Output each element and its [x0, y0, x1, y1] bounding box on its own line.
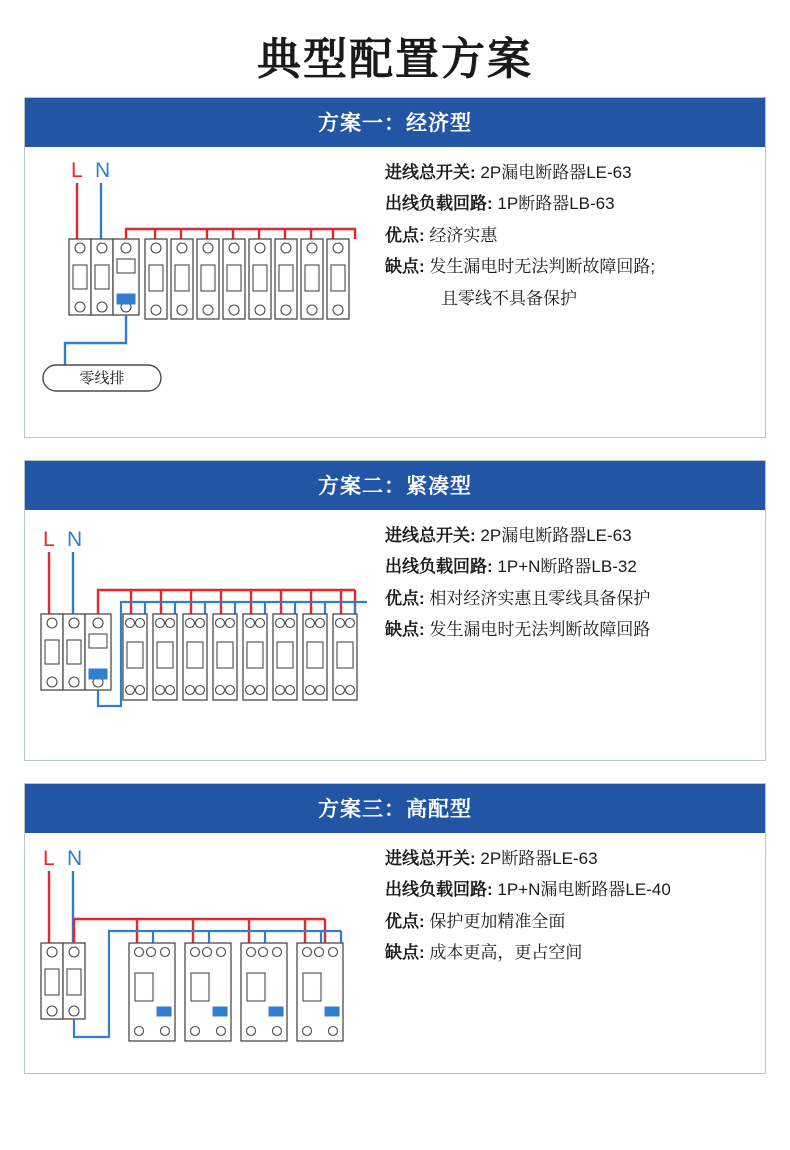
label-L-3: L: [43, 846, 55, 870]
scheme-1-diagram: [25, 147, 385, 437]
scheme-card-1: [24, 97, 766, 438]
spec-label: 出线负载回路:: [385, 194, 493, 214]
label-N-3: N: [67, 846, 83, 870]
scheme-card-3: [24, 783, 766, 1074]
scheme-1-specs: [385, 147, 765, 314]
spec-row: [385, 874, 765, 905]
spec-label: 缺点:: [385, 943, 425, 963]
spec-row: [385, 843, 765, 874]
spec-value: 经济实惠: [429, 225, 498, 245]
spec-label: 出线负载回路:: [385, 880, 493, 900]
label-N-2: N: [67, 527, 83, 551]
scheme-3-header: 方案三：高配型: [25, 784, 765, 833]
spec-value: 相对经济实惠且零线具备保护: [429, 588, 651, 608]
scheme-2-diagram: [25, 510, 385, 760]
spec-value: 1P+N断路器LB-32: [497, 557, 637, 577]
spec-label: 优点:: [385, 911, 425, 931]
spec-label: 缺点:: [385, 620, 425, 640]
spec-row: [385, 188, 765, 219]
scheme-2-specs: [385, 510, 765, 646]
spec-value: 2P断路器LE-63: [480, 848, 598, 868]
spec-row: [385, 520, 765, 551]
wiring-diagram-3: [25, 833, 385, 1073]
scheme-2-body: [25, 510, 765, 760]
spec-row: [385, 157, 765, 188]
spec-row: [385, 220, 765, 251]
scheme-card-2: [24, 460, 766, 761]
neutral-bar-label-1: 零线排: [79, 369, 125, 387]
spec-label: 优点:: [385, 588, 425, 608]
spec-label: 进线总开关:: [385, 848, 476, 868]
spec-row: [385, 906, 765, 937]
spec-row: [385, 583, 765, 614]
page-title: 典型配置方案: [257, 35, 533, 84]
label-L-2: L: [43, 527, 55, 551]
spec-value: 2P漏电断路器LE-63: [480, 162, 632, 182]
spec-row: [385, 251, 765, 282]
spec-row: [385, 551, 765, 582]
spec-value: 发生漏电时无法判断故障回路;: [429, 257, 656, 277]
scheme-3-specs: [385, 833, 765, 969]
scheme-3-body: [25, 833, 765, 1073]
spec-value: 成本更高，更占空间: [429, 943, 583, 963]
spec-row: [385, 614, 765, 645]
label-N-1: N: [95, 158, 111, 182]
spec-value: 2P漏电断路器LE-63: [480, 525, 632, 545]
scheme-2-header: 方案二：紧凑型: [25, 461, 765, 510]
label-L-1: L: [71, 158, 83, 182]
spec-value: 1P+N漏电断路器LE-40: [497, 880, 671, 900]
spec-value: 1P断路器LB-63: [497, 194, 615, 214]
spec-label: 进线总开关:: [385, 162, 476, 182]
spec-row-continuation: [385, 283, 765, 314]
spec-value: 发生漏电时无法判断故障回路: [429, 620, 651, 640]
spec-label: 进线总开关:: [385, 525, 476, 545]
scheme-1-body: [25, 147, 765, 437]
spec-label: 缺点:: [385, 257, 425, 277]
scheme-1-header: 方案一：经济型: [25, 98, 765, 147]
wiring-diagram-2: [25, 510, 385, 760]
spec-row: [385, 937, 765, 968]
spec-value: 且零线不具备保护: [441, 288, 577, 308]
scheme-3-diagram: [25, 833, 385, 1073]
spec-label: 优点:: [385, 225, 425, 245]
wiring-diagram-1: [25, 147, 385, 437]
spec-label: 出线负载回路:: [385, 557, 493, 577]
spec-value: 保护更加精准全面: [429, 911, 566, 931]
